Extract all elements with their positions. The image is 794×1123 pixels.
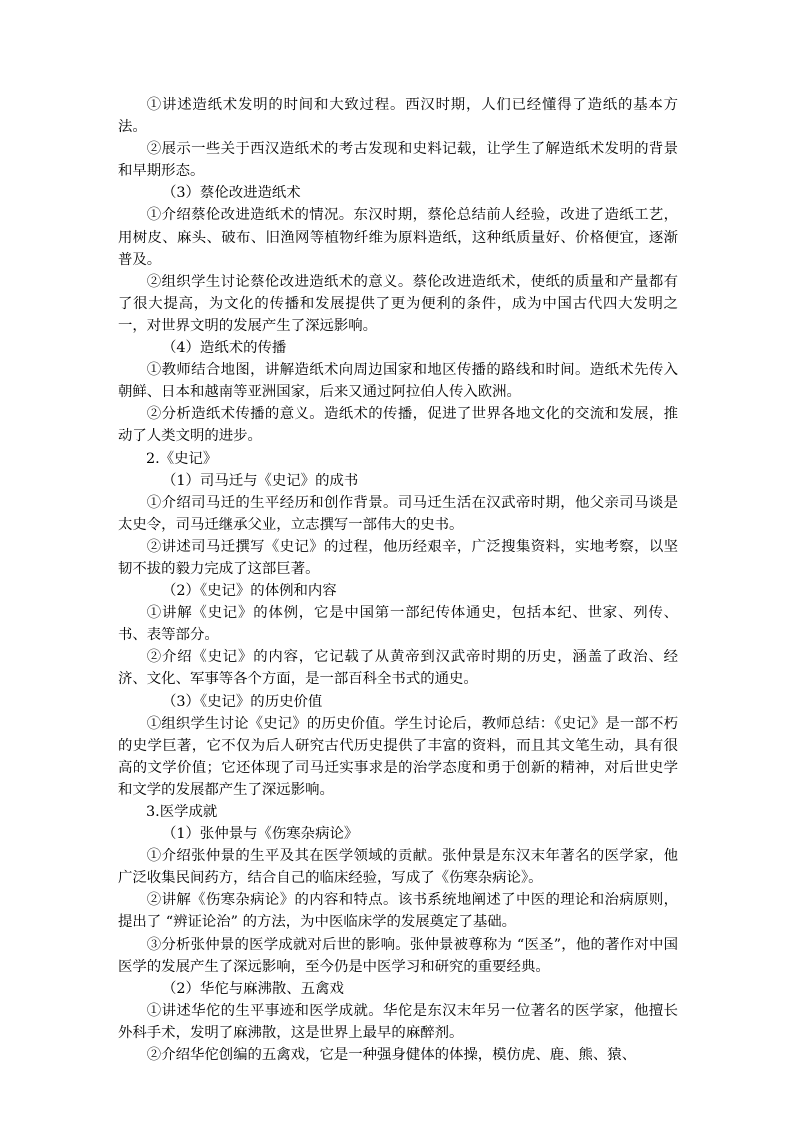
section-heading: （2）《史记》的体例和内容	[162, 583, 337, 600]
paragraph: ②介绍《史记》的内容，它记载了从黄帝到汉武帝时期的历史，涵盖了政治、经济、文化、军事等各个方面，是一部百科全书式的通史。	[118, 649, 678, 688]
section-heading: （2）华佗与麻沸散、五禽戏	[162, 980, 344, 997]
paragraph: ②讲述司马迁撰写《史记》的过程，他历经艰辛，广泛搜集资料，实地考察，以坚韧不拔的毅力完成了这部巨著。	[118, 538, 678, 577]
paragraph: ③分析张仲景的医学成就对后世的影响。张仲景被尊称为 “医圣”，他的著作对中国医学的发展产生了深远影响，至今仍是中医学习和研究的重要经典。	[118, 936, 678, 975]
paragraph: ①教师结合地图，讲解造纸术向周边国家和地区传播的路线和时间。造纸术先传入朝鲜、日本和越南等亚洲国家，后来又通过阿拉伯人传入欧洲。	[118, 362, 678, 401]
paragraph: ②展示一些关于西汉造纸术的考古发现和史料记载，让学生了解造纸术发明的背景和早期形态。	[118, 141, 678, 180]
paragraph: ①讲述造纸术发明的时间和大致过程。西汉时期，人们已经懂得了造纸的基本方法。	[118, 97, 678, 136]
paragraph: ②组织学生讨论蔡伦改进造纸术的意义。蔡伦改进造纸术，使纸的质量和产量都有了很大提高，为文化的传播和发展提供了更为便利的条件，成为中国古代四大发明之一，对世界文明的发展产生了深远影响。	[118, 273, 678, 334]
paragraph: ①介绍蔡伦改进造纸术的情况。东汉时期，蔡伦总结前人经验，改进了造纸工艺，用树皮、麻头、破布、旧渔网等植物纤维为原料造纸，这种纸质量好、价格便宜，逐渐普及。	[118, 207, 678, 268]
paragraph: ①介绍司马迁的生平经历和创作背景。司马迁生活在汉武帝时期，他父亲司马谈是太史令，司马迁继承父业，立志撰写一部伟大的史书。	[118, 494, 678, 533]
paragraph: ①讲述华佗的生平事迹和医学成就。华佗是东汉末年另一位著名的医学家，他擅长外科手术，发明了麻沸散，这是世界上最早的麻醉剂。	[118, 1002, 678, 1041]
section-heading: 3.医学成就	[146, 804, 218, 820]
paragraph: ②介绍华佗创编的五禽戏，它是一种强身健体的体操，模仿虎、鹿、熊、猿、	[146, 1047, 637, 1064]
document-body	[118, 94, 678, 1066]
section-heading: （1）张仲景与《伤寒杂病论》	[162, 826, 359, 843]
paragraph: ①讲解《史记》的体例，它是中国第一部纪传体通史，包括本纪、世家、列传、书、表等部分。	[118, 605, 678, 644]
paragraph: ①组织学生讨论《史记》的历史价值。学生讨论后，教师总结：《史记》是一部不朽的史学巨著，它不仅为后人研究古代历史提供了丰富的资料，而且其文笔生动，具有很高的文学价值；它还体现了司马迁实事求是的治学态度和勇于创新的精神，对后世史学和文学的发展都产生了深远影响。	[118, 715, 678, 798]
section-heading: （1）司马迁与《史记》的成书	[162, 472, 359, 489]
paragraph: ②讲解《伤寒杂病论》的内容和特点。该书系统地阐述了中医的理论和治病原则，提出了 “辨证论治” 的方法，为中医临床学的发展奠定了基础。	[118, 892, 678, 931]
paragraph: ①介绍张仲景的生平及其在医学领域的贡献。张仲景是东汉末年著名的医学家，他广泛收集民间药方，结合自己的临床经验，写成了《伤寒杂病论》。	[118, 848, 678, 887]
section-heading: 2.《史记》	[146, 450, 218, 467]
section-heading: （3）《史记》的历史价值	[162, 693, 323, 710]
paragraph: ②分析造纸术传播的意义。造纸术的传播，促进了世界各地文化的交流和发展，推动了人类文明的进步。	[118, 406, 678, 445]
section-heading: （4）造纸术的传播	[162, 340, 287, 357]
section-heading: （3）蔡伦改进造纸术	[162, 185, 301, 202]
